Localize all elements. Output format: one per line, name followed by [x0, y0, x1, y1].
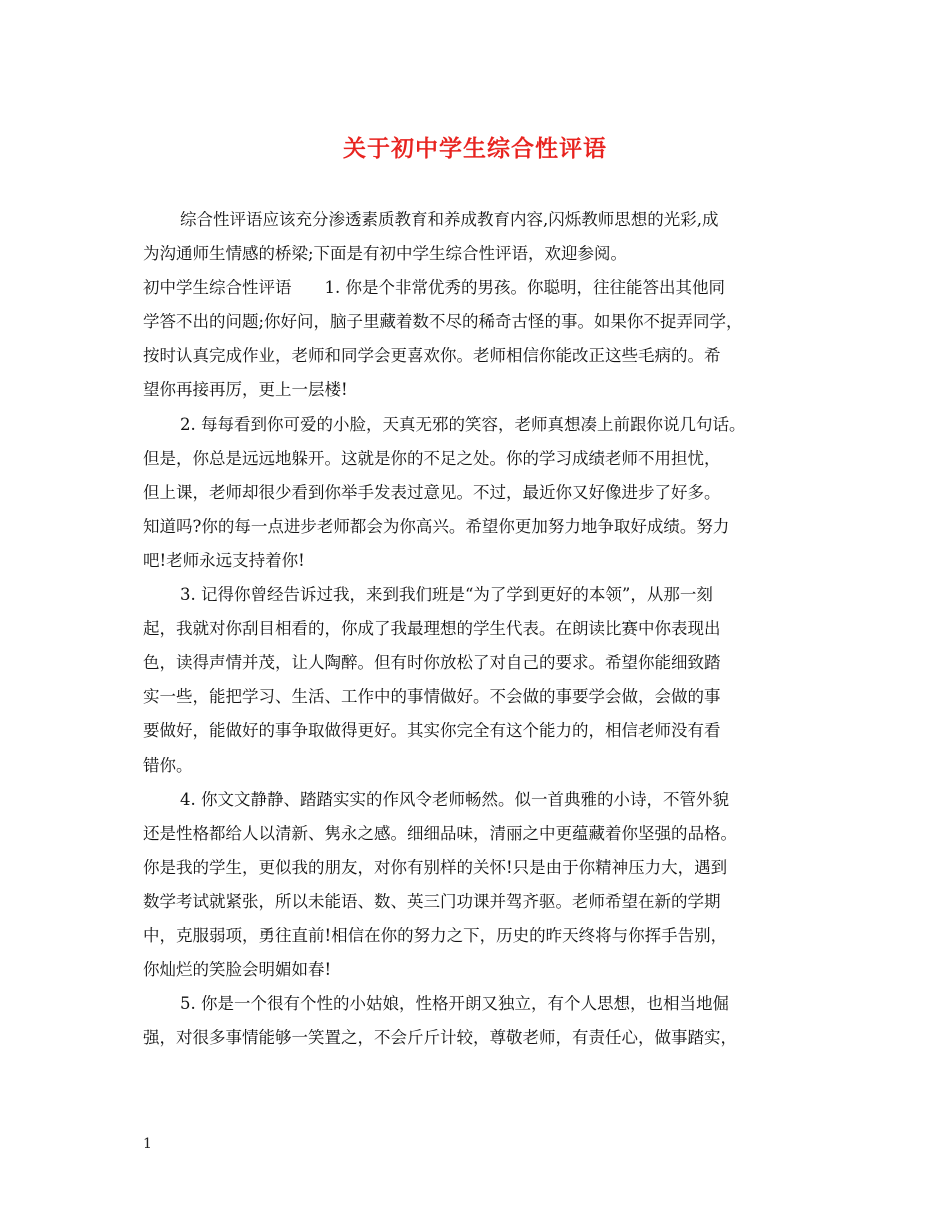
text-line: 你灿烂的笑脸会明媚如春! [143, 960, 332, 980]
text-line: 起，我就对你刮目相看的，你成了我最理想的学生代表。在朗读比赛中你表现出 [143, 619, 721, 639]
text-line: 为沟通师生情感的桥梁;下面是有初中学生综合性评语，欢迎参阅。 [143, 244, 628, 264]
text-line: 实一些，能把学习、生活、工作中的事情做好。不会做的事要学会做，会做的事 [143, 687, 721, 707]
text-line: 2. 每每看到你可爱的小脸，天真无邪的笑容，老师真想凑上前跟你说几句话。 [180, 414, 746, 434]
text-line: 吧!老师永远支持着你! [143, 550, 305, 570]
text-line: 知道吗?你的每一点进步老师都会为你高兴。希望你更加努力地争取好成绩。努力 [143, 516, 730, 536]
text-line: 中，克服弱项，勇往直前!相信在你的努力之下，历史的昨天终将与你挥手告别， [143, 925, 728, 945]
text-line: 强，对很多事情能够一笑置之，不会斤斤计较，尊敬老师，有责任心，做事踏实， [143, 1028, 737, 1048]
text-line: 色，读得声情并茂，让人陶醉。但有时你放松了对自己的要求。希望你能细致踏 [143, 653, 721, 673]
text-line: 综合性评语应该充分渗透素质教育和养成教育内容,闪烁教师思想的光彩,成 [180, 210, 719, 229]
text-line: 要做好，能做好的事争取做得更好。其实你完全有这个能力的，相信老师没有看 [143, 721, 721, 741]
text-line: 但上课，老师却很少看到你举手发表过意见。不过，最近你又好像进步了好多。 [143, 482, 721, 502]
text-line: 你是我的学生，更似我的朋友，对你有别样的关怀!只是由于你精神压力大，遇到 [143, 857, 728, 877]
text-line: 初中学生综合性评语 1. 你是个非常优秀的男孩。你聪明，往往能答出其他同 [143, 278, 725, 298]
text-line: 数学考试就紧张，所以未能语、数、英三门功课并驾齐驱。老师希望在新的学期 [143, 891, 721, 911]
page-number: 1 [143, 1136, 152, 1152]
text-line: 5. 你是一个很有个性的小姑娘，性格开朗又独立，有个人思想，也相当地倔 [180, 994, 729, 1014]
text-line: 3. 记得你曾经告诉过我，来到我们班是“为了学到更好的本领”，从那一刻 [180, 585, 713, 605]
document-title: 关于初中学生综合性评语 [343, 135, 607, 162]
text-line: 还是性格都给人以清新、隽永之感。细细品味，清丽之中更蕴藏着你坚强的品格。 [143, 823, 737, 843]
text-line: 按时认真完成作业，老师和同学会更喜欢你。老师相信你能改正这些毛病的。希 [143, 346, 721, 366]
text-line: 望你再接再厉，更上一层楼! [143, 380, 348, 400]
text-line: 错你。 [143, 755, 193, 775]
text-line: 学答不出的问题;你好问，脑子里藏着数不尽的稀奇古怪的事。如果你不捉弄同学， [143, 312, 743, 332]
document-body [143, 203, 818, 1055]
text-line: 4. 你文文静静、踏踏实实的作风令老师畅然。似一首典雅的小诗，不管外貌 [180, 789, 729, 809]
text-line: 但是，你总是远远地躲开。这就是你的不足之处。你的学习成绩老师不用担忧， [143, 448, 721, 468]
